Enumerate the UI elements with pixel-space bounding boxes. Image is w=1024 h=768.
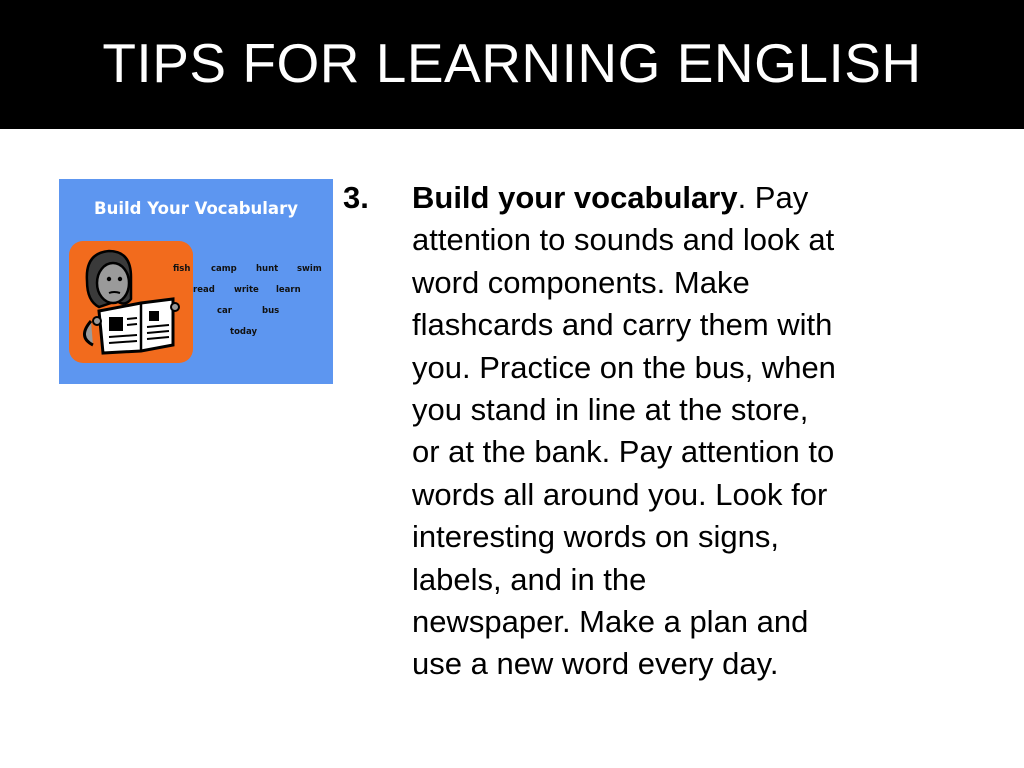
slide-title: TIPS FOR LEARNING ENGLISH	[102, 32, 922, 94]
tip-line-text: . Pay	[737, 180, 809, 215]
illustration-heading: Build Your Vocabulary	[94, 199, 298, 218]
tip-line: you stand in line at the store,	[412, 392, 809, 428]
vocab-word: learn	[276, 285, 301, 295]
vocab-word: camp	[211, 264, 237, 274]
tip-line: use a new word every day.	[412, 646, 779, 682]
vocab-word: read	[193, 285, 215, 295]
tip-line: flashcards and carry them with	[412, 307, 833, 343]
vocab-word: bus	[262, 306, 280, 316]
tip-number: 3.	[343, 180, 369, 215]
vocab-word: write	[234, 285, 259, 295]
tip-line	[412, 177, 967, 219]
tip-line: interesting words on signs,	[412, 519, 780, 555]
vocab-word: swim	[297, 264, 322, 274]
tip-line: labels, and in the	[412, 561, 647, 597]
vocab-word: fish	[173, 264, 191, 274]
vocab-word: car	[217, 306, 232, 316]
vocab-word: hunt	[256, 264, 279, 274]
build-vocabulary-illustration	[59, 179, 333, 384]
tip-line: words all around you. Look for	[412, 476, 828, 512]
tip-line: word components. Make	[412, 264, 750, 300]
tip-heading: Build your vocabulary	[412, 180, 738, 215]
tip-line: or at the bank. Pay attention to	[412, 434, 835, 470]
vocab-word: today	[230, 327, 258, 337]
tip-line: newspaper. Make a plan and	[412, 604, 809, 640]
tip-line: you. Practice on the bus, when	[412, 349, 836, 385]
newspaper-reader-icon	[69, 241, 193, 363]
tip-body	[412, 177, 967, 686]
tip-line: attention to sounds and look at	[412, 222, 835, 258]
title-bar	[0, 0, 1024, 129]
